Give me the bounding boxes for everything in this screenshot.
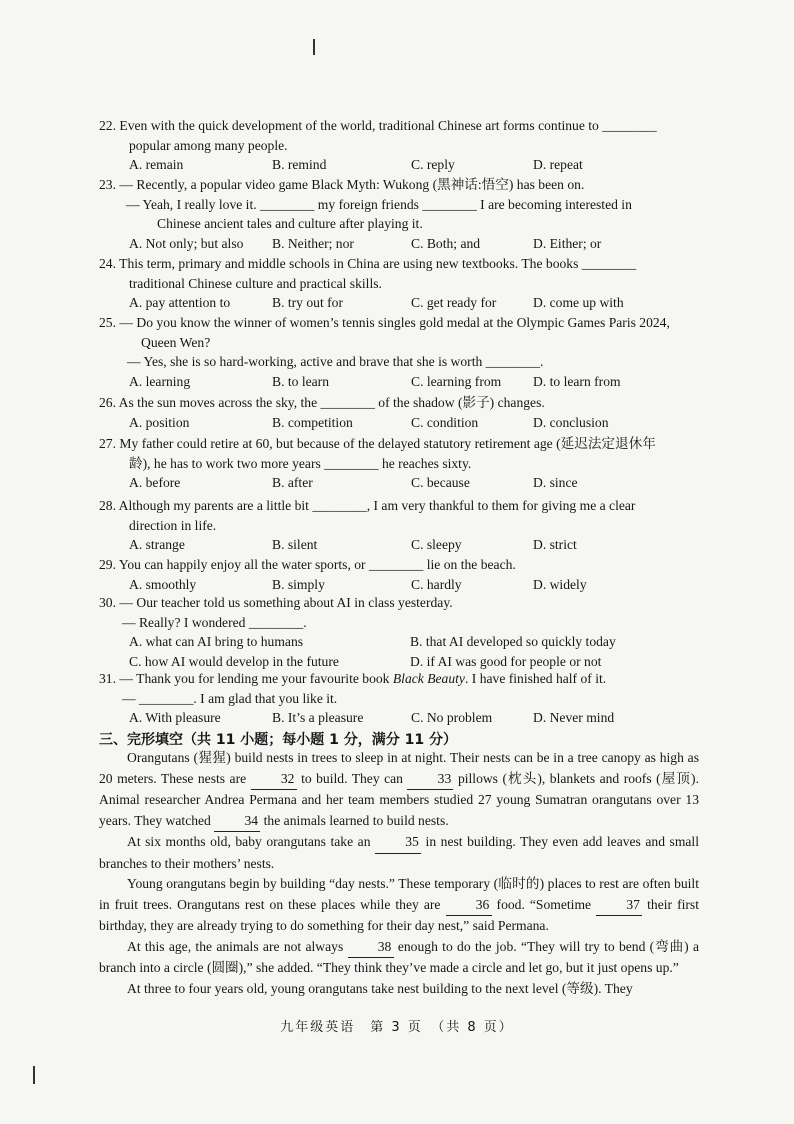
option-b: B. Neither; nor [272,235,354,251]
paragraph-5: At three to four years old, young orangutans take nest building to the next level (等级). They [127,980,633,996]
question-number: 27. [99,436,116,451]
options [99,155,711,175]
question-stem-cont: direction in life. [129,517,217,533]
option-d: D. conclusion [533,414,609,430]
option-d: D. widely [533,576,587,592]
question-number: 28. [99,498,116,513]
option-d: D. repeat [533,157,583,173]
question-28 [99,496,711,555]
option-b: B. silent [272,537,318,553]
blank-36: 36 [446,895,492,917]
option-c: C. get ready for [411,295,497,311]
option-d: D. if AI was good for people or not [410,653,602,669]
question-stem: You can happily enjoy all the water sports, or ________ lie on the beach. [118,557,516,572]
question-number: 24. [99,256,116,271]
question-23 [99,175,711,253]
options [99,234,711,254]
question-27 [99,434,711,493]
question-number: 25. [99,315,116,330]
blank-35: 35 [375,832,421,854]
dialogue-line: — ________. I am glad that you like it. [122,690,338,706]
question-22 [99,116,711,175]
question-30 [99,593,711,671]
option-a: A. strange [129,537,185,553]
option-d: D. strict [533,537,577,553]
option-b: B. It’s a pleasure [272,710,364,726]
options [99,535,711,555]
option-b: B. remind [272,157,327,173]
question-number: 26. [99,395,116,410]
options [99,293,711,313]
question-stem: As the sun moves across the sky, the ________ of the shadow (影子) changes. [118,395,545,410]
options [99,473,711,493]
question-stem-end: . I have finished half of it. [464,671,607,686]
book-title: Black Beauty [392,671,465,686]
question-number: 29. [99,557,116,572]
option-d: D. Either; or [533,235,602,251]
option-b: B. after [272,475,313,491]
option-c: C. because [411,475,470,491]
options-row-1 [99,632,711,652]
blank-33: 33 [407,769,453,791]
option-b: B. simply [272,576,325,592]
option-d: D. since [533,475,578,491]
blank-37: 37 [596,895,642,917]
question-stem: — Our teacher told us something about AI in class yesterday. [119,595,453,610]
question-stem: This term, primary and middle schools in China are using new textbooks. The books ________ [119,256,637,271]
option-d: D. to learn from [533,373,621,389]
blank-32: 32 [251,769,297,791]
dialogue-line: — Really? I wondered ________. [122,614,307,630]
options [99,413,711,433]
question-number: 23. [99,177,116,192]
options [99,372,711,392]
option-a: A. pay attention to [129,295,231,311]
option-a: A. position [129,414,190,430]
paragraph-1: Orangutans (猩猩) build nests in trees to sleep in at night. Their nests can be in a tree canopy as high as 20 meters. These nests are 32 to build. They can 33 pillows (枕头), blankets and roofs (屋顶). Animal researcher Andrea Permana and her team members studied 27 young Sumatran orangutans over 13 years. They watched 34 the animals learned to build nests. [99,748,699,832]
option-c: C. learning from [411,373,502,389]
scan-mark-top [313,39,315,55]
blank-38: 38 [348,937,394,959]
paragraph-3: Young orangutans begin by building “day nests.” These temporary (临时的) places to rest are often built in fruit trees. Orangutans rest on these places while they are 36 food. “Sometime 37 their first birthday, they are already trying to do something for their day nest,” said Permana. [99,876,700,933]
section-title: 三、完形填空（共 11 小题；每小题 1 分，满分 11 分） [99,732,457,748]
question-stem: Even with the quick development of the world, traditional Chinese art forms continue to ________ [119,118,657,133]
question-stem-cont: popular among many people. [129,137,288,153]
option-a: A. Not only; but also [129,235,244,251]
question-stem-cont: 龄), he has to work two more years ________ he reaches sixty. [129,455,472,471]
option-c: C. reply [411,157,455,173]
option-a: A. learning [129,373,191,389]
option-c: C. condition [411,414,479,430]
question-29 [99,555,711,594]
paragraph-4: At this age, the animals are not always 38 enough to do the job. “They will try to bend (弯曲) a branch into a circle (圆圈),” she added. “They think they’ve made a circle and let go, but it just opens up.” [99,938,699,975]
question-stem: — Do you know the winner of women’s tennis singles gold medal at the Olympic Games Paris 2024, [119,315,670,330]
option-a: A. before [129,475,181,491]
question-stem-cont: traditional Chinese culture and practical skills. [129,275,382,291]
dialogue-line: — Yeah, I really love it. ________ my foreign friends ________ I are becoming interested in [126,196,632,212]
paragraph-2: At six months old, baby orangutans take an 35 in nest building. They even add leaves and small branches to their mothers’ nests. [99,834,699,871]
option-b: B. to learn [272,373,330,389]
question-stem: — Thank you for lending me your favourite book [119,671,393,686]
question-24 [99,254,711,313]
option-b: B. competition [272,414,353,430]
question-stem: Although my parents are a little bit ________, I am very thankful to them for giving me a clear [118,498,636,513]
question-stem: — Recently, a popular video game Black Myth: Wukong (黑神话:悟空) has been on. [119,177,585,192]
question-stem-cont: Queen Wen? [141,334,211,350]
blank-34: 34 [214,811,260,833]
option-d: D. come up with [533,295,624,311]
page-footer: 九年级英语 第 3 页 （共 8 页） [280,1020,514,1035]
option-d: D. Never mind [533,710,615,726]
option-b: B. that AI developed so quickly today [410,634,616,650]
question-25 [99,313,711,391]
question-26 [99,393,711,432]
dialogue-line: — Yes, she is so hard-working, active and brave that she is worth ________. [127,354,544,370]
options [99,708,711,728]
question-number: 30. [99,595,116,610]
question-number: 31. [99,671,116,686]
option-a: A. smoothly [129,576,197,592]
option-c: C. sleepy [411,537,462,553]
cloze-passage [99,748,699,999]
option-b: B. try out for [272,295,343,311]
option-c: C. Both; and [411,235,481,251]
dialogue-line-cont: Chinese ancient tales and culture after playing it. [157,216,423,232]
option-a: A. remain [129,157,184,173]
option-c: C. how AI would develop in the future [129,653,339,669]
question-stem: My father could retire at 60, but because of the delayed statutory retirement age (延迟法定退休年 [119,436,656,451]
options [99,575,711,595]
scan-mark-left [33,1066,35,1084]
option-a: A. With pleasure [129,710,221,726]
option-a: A. what can AI bring to humans [129,634,304,650]
option-c: C. No problem [411,710,493,726]
question-31 [99,669,711,728]
question-number: 22. [99,118,116,133]
option-c: C. hardly [411,576,462,592]
